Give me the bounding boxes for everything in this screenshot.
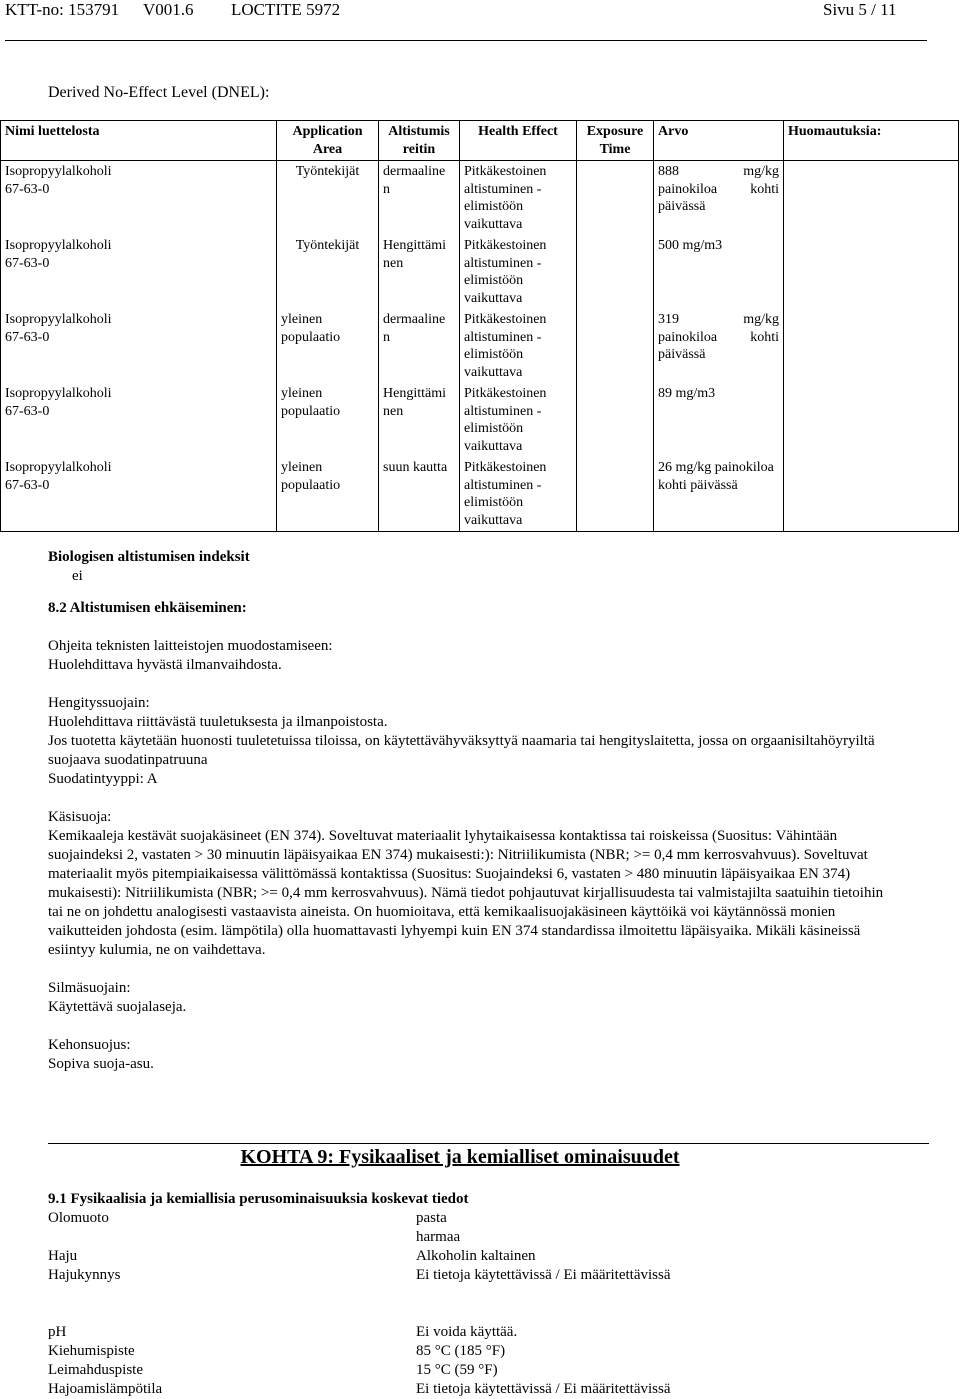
cell-effect: Pitkäkestoinen altistuminen - elimistöön vaikuttava — [460, 457, 577, 532]
section-9-heading — [0, 1146, 920, 1169]
cell-name: Isopropyylalkoholi 67-63-0 — [1, 309, 277, 383]
cell-value: 500 mg/m3 — [654, 235, 784, 309]
section-8-2-title: 8.2 Altistumisen ehkäiseminen: — [48, 600, 247, 616]
list-item: pH Ei voida käyttää. — [48, 1324, 518, 1340]
body-label: Kehonsuojus: — [48, 1037, 131, 1053]
cell-route: Hengittämi nen — [379, 383, 460, 457]
list-item: Hajukynnys Ei tietoja käytettävissä / Ei määritettävissä — [48, 1267, 671, 1283]
page-number: Sivu 5 / 11 — [823, 0, 897, 19]
cell-remarks — [784, 235, 959, 309]
cell-exposure — [577, 309, 654, 383]
eye-text: Käytettävä suojalaseja. — [48, 999, 187, 1015]
cell-remarks — [784, 161, 959, 236]
list-item: Kiehumispiste 85 °C (185 °F) — [48, 1343, 506, 1359]
cell-remarks — [784, 383, 959, 457]
bio-value: ei — [72, 568, 83, 584]
hand-label: Käsisuoja: — [48, 809, 112, 825]
cell-name: Isopropyylalkoholi 67-63-0 — [1, 161, 277, 236]
tech-label: Ohjeita teknisten laitteistojen muodostamiseen: — [48, 638, 333, 654]
cell-area: yleinen populaatio — [277, 457, 379, 532]
col-exposure-header: Exposure Time — [577, 121, 654, 161]
properties-list — [48, 1190, 928, 1399]
cell-area: yleinen populaatio — [277, 383, 379, 457]
col-remarks-header: Huomautuksia: — [784, 121, 959, 161]
dnel-table — [0, 120, 959, 532]
cell-route: dermaaline n — [379, 309, 460, 383]
resp-text-1: Huolehdittava riittävästä tuuletuksesta ja ilmanpoistosta. — [48, 714, 388, 730]
cell-effect: Pitkäkestoinen altistuminen - elimistöön vaikuttava — [460, 235, 577, 309]
hand-text: Kemikaaleja kestävät suojakäsineet (EN 374). Soveltuvat materiaalit lyhytaikaisessa kontaktissa tai roiskeissa (Suositus: Vähintään suojaindeksi 2, vastaten > 30 minuutin läpäisyaikaa EN 374) mukaisesti:): Nitriilikumista (NBR; >= 0,4 mm kerrosvahvuus). Soveltuvat materiaalit myös pitempiaikaisessa välittömässä kontaktissa (Suositus: Suojaindeksi 6, vastaten > 480 minuutin läpäisyaikaa EN 374) mukaisesti): Nitriilikumista (NBR; >= 0,4 mm kerrosvahvuus). Nämä tiedot pohjautuvat kirjallisuudesta tai valmistajilta saatuihin tietoihin tai ne on johdettu analogisesti vastaavista aineista. On huomioitava, että kemikaalisuojakäsineen käyttöikä voi käytännössä monien vaikutteiden johdosta (esim. lämpötila) olla huomattavasti lyhyempi kuin EN 374 standardissa ilmoitettu läpäisyaika. Mikäli käsineissä esiintyy kulumia, ne on vaihdettava. — [48, 828, 884, 958]
list-item — [48, 1304, 928, 1323]
cell-name: Isopropyylalkoholi 67-63-0 — [1, 457, 277, 532]
body-text: Sopiva suoja-asu. — [48, 1056, 154, 1072]
cell-value: 319 mg/kg painokiloa kohti päivässä — [654, 309, 784, 383]
list-item: Hajoamislämpötila Ei tietoja käytettävissä / Ei määritettävissä — [48, 1381, 671, 1397]
resp-label: Hengityssuojain: — [48, 695, 150, 711]
product-name: LOCTITE 5972 — [231, 0, 341, 19]
section-9-title: KOHTA 9: Fysikaaliset ja kemialliset ominaisuudet — [240, 1146, 680, 1168]
cell-remarks — [784, 309, 959, 383]
col-route-header: Altistumis reitin — [379, 121, 460, 161]
cell-value: 888 mg/kg painokiloa kohti päivässä — [654, 161, 784, 236]
cell-name: Isopropyylalkoholi 67-63-0 — [1, 383, 277, 457]
list-item — [48, 1285, 928, 1304]
section-9-1-title: 9.1 Fysikaalisia ja kemiallisia perusominaisuuksia koskevat tiedot — [48, 1191, 469, 1207]
col-area-header: Application Area — [277, 121, 379, 161]
cell-effect: Pitkäkestoinen altistuminen - elimistöön vaikuttava — [460, 383, 577, 457]
bio-title: Biologisen altistumisen indeksit — [48, 549, 250, 565]
table-header-row — [1, 121, 959, 161]
tech-text: Huolehdittava hyvästä ilmanvaihdosta. — [48, 657, 282, 673]
cell-area: yleinen populaatio — [277, 309, 379, 383]
cell-route: Hengittämi nen — [379, 235, 460, 309]
col-value-header: Arvo — [654, 121, 784, 161]
table-row — [1, 383, 959, 457]
cell-value: 89 mg/m3 — [654, 383, 784, 457]
section-9-divider — [48, 1143, 929, 1144]
cell-route: suun kautta — [379, 457, 460, 532]
cell-exposure — [577, 161, 654, 236]
resp-text-2: Jos tuotetta käytetään huonosti tuuletetuissa tiloissa, on käytettävähyväksyttyä naamaria tai hengityslaitetta, jossa on orgaanisiltahöyryiltä suojaava suodatinpatruuna — [48, 733, 875, 768]
ktt-number: KTT-no: 153791 — [5, 0, 120, 19]
cell-exposure — [577, 457, 654, 532]
cell-effect: Pitkäkestoinen altistuminen - elimistöön vaikuttava — [460, 309, 577, 383]
cell-remarks — [784, 457, 959, 532]
header-divider — [5, 40, 927, 41]
cell-exposure — [577, 383, 654, 457]
cell-value: 26 mg/kg painokiloa kohti päivässä — [654, 457, 784, 532]
page-header — [5, 0, 910, 24]
cell-area: Työntekijät — [277, 235, 379, 309]
section-8-2 — [48, 599, 900, 1074]
cell-effect: Pitkäkestoinen altistuminen - elimistöön vaikuttava — [460, 161, 577, 236]
resp-text-3: Suodatintyyppi: A — [48, 771, 158, 787]
table-row — [1, 309, 959, 383]
col-name-header: Nimi luettelosta — [1, 121, 277, 161]
cell-exposure — [577, 235, 654, 309]
list-item: Olomuoto pasta — [48, 1210, 447, 1226]
list-item: harmaa — [416, 1229, 461, 1245]
version: V001.6 — [143, 0, 194, 19]
list-item: Leimahduspiste 15 °C (59 °F) — [48, 1362, 498, 1378]
eye-label: Silmäsuojain: — [48, 980, 131, 996]
table-row — [1, 457, 959, 532]
bio-section — [48, 548, 900, 586]
dnel-title: Derived No-Effect Level (DNEL): — [48, 84, 270, 101]
cell-area: Työntekijät — [277, 161, 379, 236]
list-item: Haju Alkoholin kaltainen — [48, 1248, 536, 1264]
table-row — [1, 235, 959, 309]
cell-route: dermaaline n — [379, 161, 460, 236]
table-row — [1, 161, 959, 236]
cell-name: Isopropyylalkoholi 67-63-0 — [1, 235, 277, 309]
col-effect-header: Health Effect — [460, 121, 577, 161]
